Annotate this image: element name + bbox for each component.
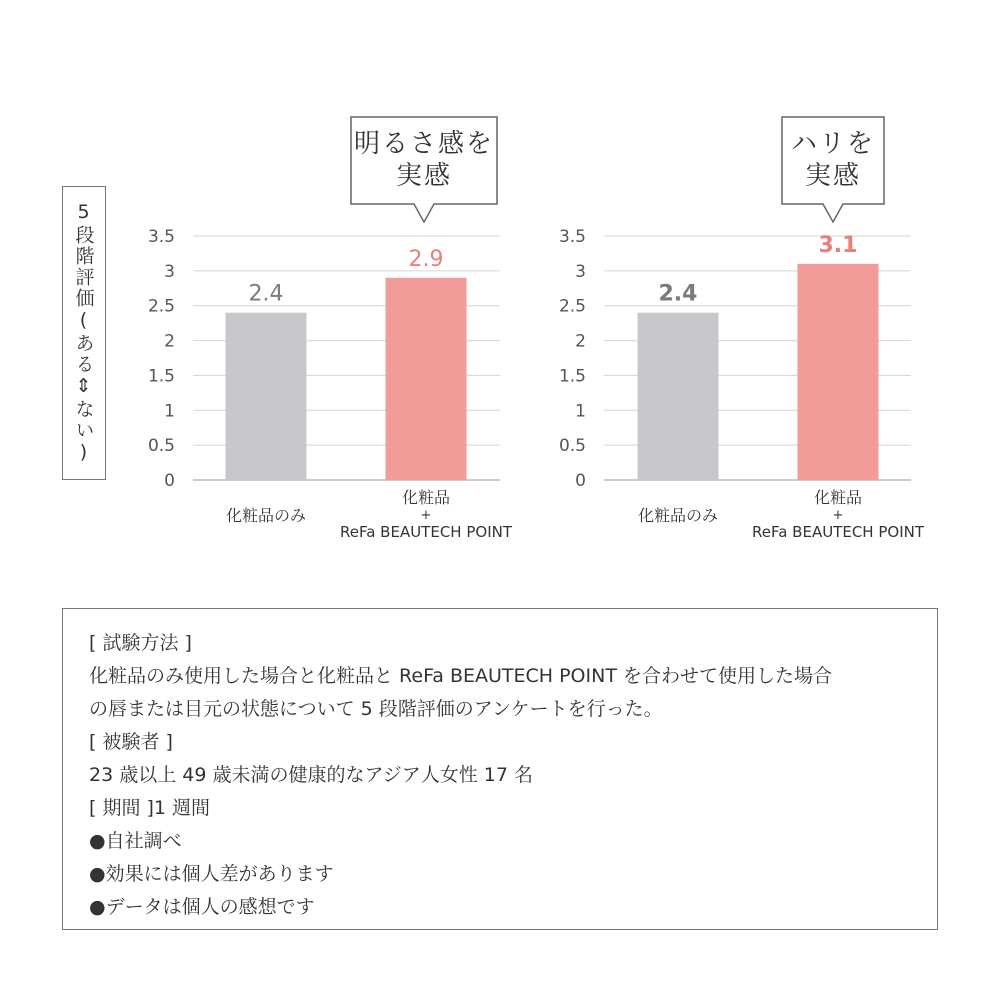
note-individual-differences: ●効果には個人差があります bbox=[89, 863, 334, 885]
bar bbox=[638, 313, 719, 480]
bar-value-label: 3.1 bbox=[818, 232, 858, 258]
y-tick-label: 3.5 bbox=[147, 227, 175, 247]
y-axis-label: 5段階評価(ある⇕ない) bbox=[72, 201, 95, 465]
callout-brightness bbox=[350, 116, 498, 226]
y-tick-label: 2 bbox=[575, 331, 586, 352]
x-category-label: 化粧品+ ReFa BEAUTECH POINT bbox=[751, 488, 925, 541]
method-heading-subjects: [ 被験者 ] bbox=[89, 731, 173, 753]
x-category-label: 化粧品のみ bbox=[225, 506, 307, 525]
method-subjects: 23 歳以上 49 歳未満の健康的なアジア人女性 17 名 bbox=[89, 764, 533, 786]
callout-firmness bbox=[781, 116, 885, 226]
bar bbox=[386, 278, 467, 480]
bar-value-label: 2.9 bbox=[408, 246, 444, 272]
callout-line-1: 明るさ感を bbox=[353, 129, 494, 159]
method-heading-test-method: [ 試験方法 ] bbox=[89, 632, 192, 654]
y-tick-label: 0 bbox=[575, 471, 586, 491]
bar bbox=[798, 264, 879, 480]
callout-line-2: 実感 bbox=[804, 161, 861, 191]
bar bbox=[226, 313, 307, 480]
y-tick-label: 1 bbox=[164, 401, 175, 422]
callout-line-1: ハリを bbox=[790, 129, 875, 159]
callout-text bbox=[350, 116, 498, 204]
callout-line-2: 実感 bbox=[395, 161, 452, 191]
test-method-box bbox=[62, 608, 938, 930]
y-tick-label: 3 bbox=[575, 261, 586, 282]
y-tick-label: 2.5 bbox=[558, 296, 586, 317]
y-tick-label: 2.5 bbox=[147, 296, 175, 317]
note-in-house-survey: ●自社調べ bbox=[89, 830, 182, 852]
x-category-label: 化粧品+ ReFa BEAUTECH POINT bbox=[339, 488, 513, 541]
y-tick-label: 1 bbox=[575, 401, 586, 422]
method-description-line-2: の唇または目元の状態について 5 段階評価のアンケートを行った。 bbox=[89, 698, 663, 720]
y-tick-label: 3.5 bbox=[558, 227, 586, 247]
y-tick-label: 3 bbox=[164, 261, 175, 282]
method-period: [ 期間 ]1 週間 bbox=[89, 797, 211, 819]
method-description-line-1: 化粧品のみ使用した場合と化粧品と ReFa BEAUTECH POINT を合わせて使用した場合 bbox=[89, 665, 832, 687]
note-personal-impressions: ●データは個人の感想です bbox=[89, 896, 315, 918]
bar-value-label: 2.4 bbox=[658, 281, 698, 307]
y-tick-label: 0 bbox=[164, 471, 175, 491]
y-tick-label: 1.5 bbox=[147, 366, 175, 387]
x-category-label: 化粧品のみ bbox=[637, 506, 719, 525]
y-tick-label: 2 bbox=[164, 331, 175, 352]
y-tick-label: 0.5 bbox=[558, 436, 586, 457]
bar-value-label: 2.4 bbox=[248, 281, 284, 307]
y-tick-label: 0.5 bbox=[147, 436, 175, 457]
callout-text bbox=[781, 116, 885, 204]
y-tick-label: 1.5 bbox=[558, 366, 586, 387]
